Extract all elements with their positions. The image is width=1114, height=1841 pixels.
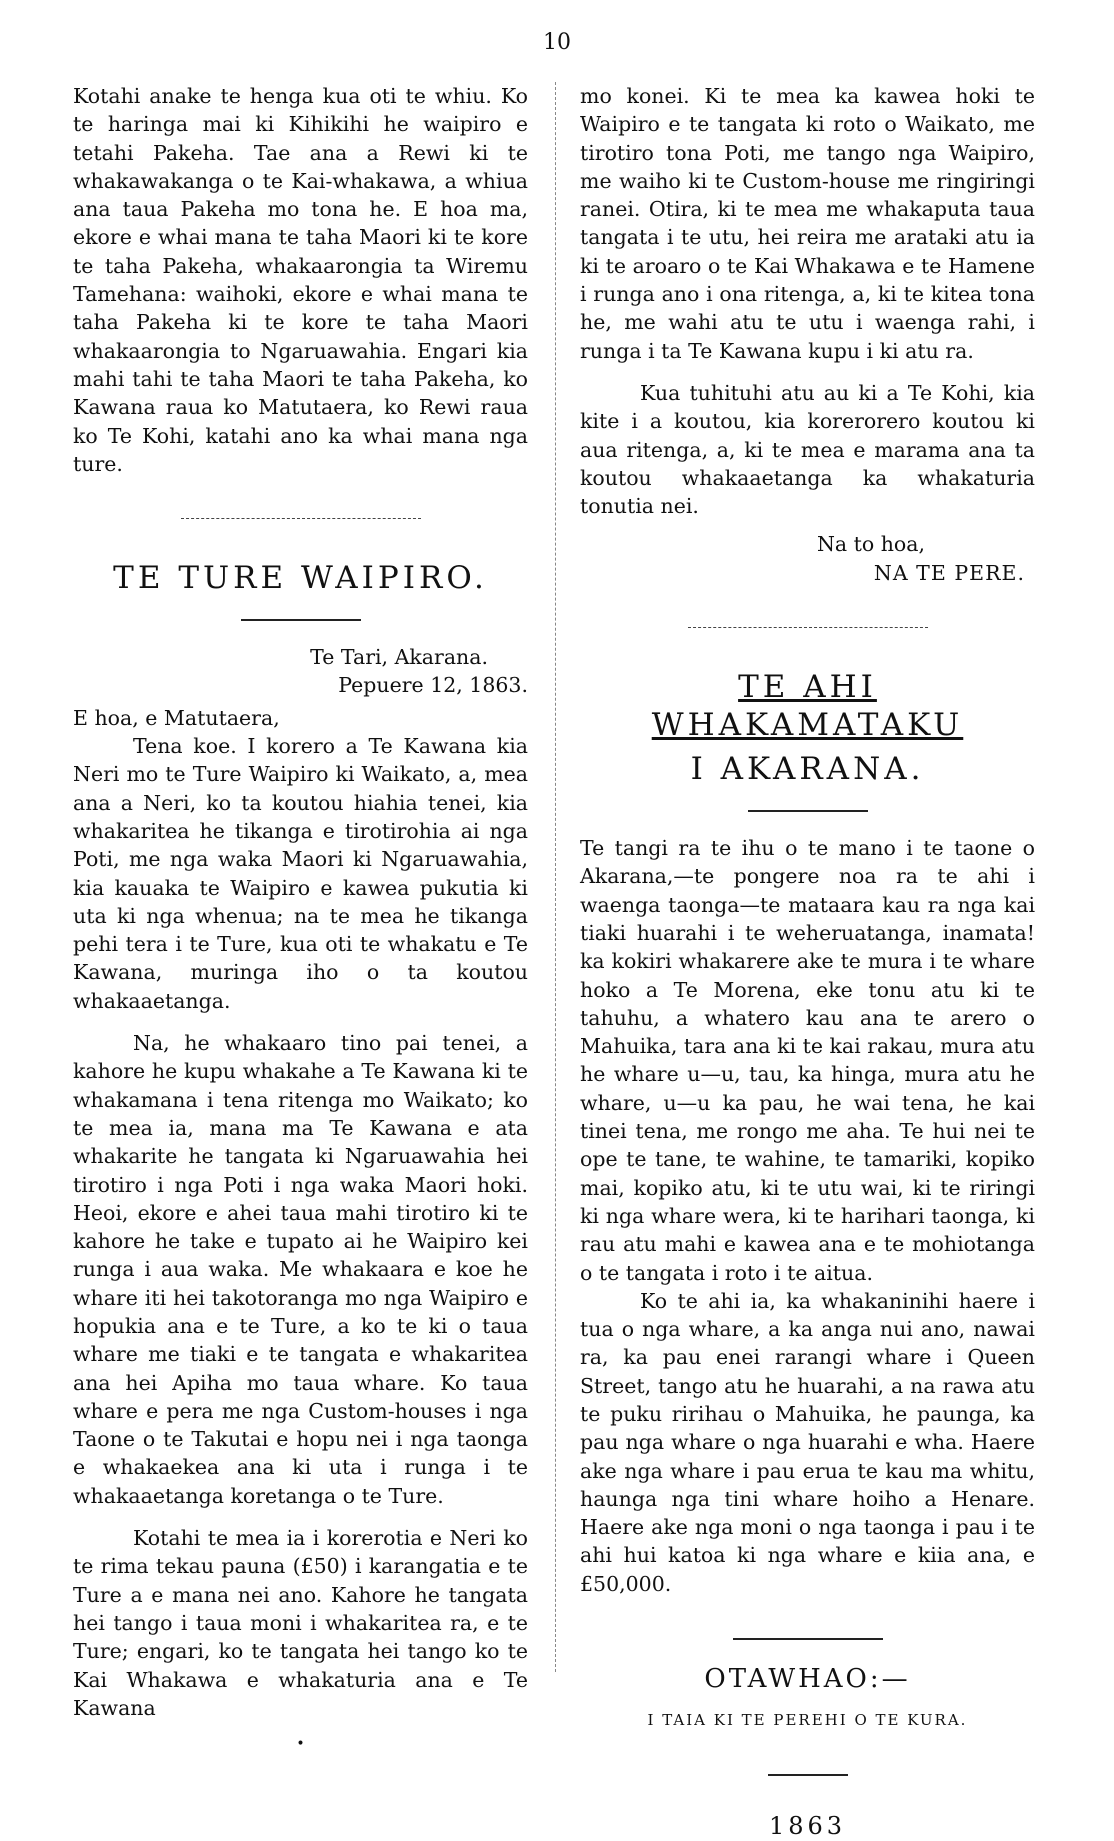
letter-paragraph: Tena koe. I korero a Te Kawana kia Neri mo te Ture Waipiro ki Waikato, a, mea ana a Neri, ko ta koutou hiahia tenei, kia whakaritea he tikanga e tirotirohia ai nga Poti, me nga waka Maori ki Ngaruawahia, kia kauaka te Waipiro e kawea pukutia ki uta ki nga whenua; na te mea he tikanga pehi tera i te Ture, kua oti te whakatu e Te Kawana, muringa iho o ta koutou whakaaetanga. [73, 734, 528, 1013]
section-heading: TE TURE WAIPIRO. [113, 560, 488, 597]
imprint-heading: OTAWHAO:— [704, 1664, 911, 1695]
heading-rule [241, 619, 361, 621]
heading-rule [748, 810, 868, 812]
dateline-date: Pepuere 12, 1863. [338, 673, 528, 698]
imprint-rule [768, 1774, 848, 1776]
page-number: 10 [543, 30, 571, 55]
bullet-mark: • [296, 1736, 305, 1753]
heading-line-1: TE AHI WHAKAMATAKU [651, 669, 964, 744]
section-divider [181, 518, 421, 519]
section-divider [733, 1638, 883, 1640]
article-paragraph: Kotahi anake te henga kua oti te whiu. Ko te haringa mai ki Kihikihi he waipiro e tetahi Pakeha. Tae ana a Rewi ki te whakawakanga o te Kai-whakawa, a whiua ana taua Pakeha mo tona he. E hoa ma, ekore e whai mana te taha Maori ki te kore te taha Pakeha, whakaarongia ta Wiremu Tamehana: waihoki, ekore e whai mana te taha Pakeha ki te kore te taha Maori whakaarongia to Ngaruawahia. Engari kia mahi tahi te taha Maori te taha Pakeha, ko Kawana raua ko Matutaera, ko Rewi raua ko Te Kohi, katahi ano ka whai mana nga ture. [73, 84, 528, 476]
letter-paragraph: mo konei. Ki te mea ka kawea hoki te Waipiro e te tangata ki roto o Waikato, me tirotiro tona Poti, me tango nga Waipiro, me waiho ki te Custom-house me ringiringi ranei. Otira, ki te mea me whakaputa taua tangata i te utu, hei reira me arataki atu ia ki te aroaro o te Kai Whakawa e te Hamene i runga ano i ona ritenga, a, ki te kitea tona he, me wahi atu te utu i waenga rahi, i runga i ta Te Kawana kupu i ki atu ra. [580, 84, 1035, 363]
left-column [73, 82, 528, 1758]
dateline-place: Te Tari, Akarana. [310, 645, 488, 670]
letter-paragraph: Kua tuhituhi atu au ki a Te Kohi, kia kite i a koutou, kia korerorero koutou ki aua ritenga, a, ki te mea e marama ana ta koutou whakaaetanga ka whakaturia tonutia nei. [580, 380, 1035, 519]
section-heading-line-2: I AKARANA. [690, 751, 925, 788]
article-paragraph: Te tangi ra te ihu o te mano i te taone o Akarana,—te pongere noa ra te ahi i waenga taonga—te mataara kau ra nga kai tiaki huarahi i te weheruatanga, inamata! ka kokiri whakarere ake te mura i te whare hoko a Te Morena, eke tonu atu ki te tahuhu, a whatero kau ana te arero o Mahuika, tara ana ki te kai rakau, mura atu he whare u—u, tau, ka hinga, mura atu he whare, u—u ka pau, he wai tena, he kai tinei tena, me rongo me aha. Te hui nei te ope te tane, te wahine, te tamariki, kopiko mai, kopiko atu, ki te utu wai, ki te riringi ki nga whare wera, ki te harihari taonga, ki rau atu mahi e kawea ana e te mohiotanga o te tangata i roto i te aitua. [580, 836, 1035, 1285]
letter-paragraph: Kotahi te mea ia i korerotia e Neri ko te rima tekau pauna (£50) i karangatia e te Ture a e mana nei ano. Kahore he tangata hei tango i taua moni i whakaritea ra, e te Ture; engari, ko te tangata hei tango ko te Kai Whakawa e whakaturia ana e Te Kawana [73, 1526, 528, 1720]
salutation: E hoa, e Matutaera, [73, 705, 280, 730]
article-paragraph: Ko te ahi ia, ka whakaninihi haere i tua o nga whare, a ka anga nui ano, nawai ra, ka pau enei rarangi whare i Queen Street, tango atu he huarahi, a na rawa atu te puku ririhau o Mahuika, he paunga, ka pau nga whare o nga huarahi e wha. Haere ake nga whare i pau erua te kau ma whitu, haunga nga tini whare hoiho a Henare. Haere ake nga moni o nga taonga i pau i te ahi hui katoa ki nga whare e kiia ana, e £50,000. [580, 1288, 1035, 1596]
imprint-subheading: I TAIA KI TE PEREHI O TE KURA. [647, 1711, 968, 1730]
imprint-year: 1863 [768, 1812, 847, 1841]
section-heading [580, 668, 1035, 744]
letter-signature: NA TE PERE. [873, 560, 1025, 585]
letter-signoff: Na to hoa, [816, 532, 925, 557]
section-divider [688, 627, 928, 628]
letter-paragraph: Na, he whakaaro tino pai tenei, a kahore he kupu whakahe a Te Kawana ki te whakamana i tena ritenga mo Waikato; ko te mea ia, mana ma Te Kawana e ata whakarite he tangata ki Ngaruawahia hei tirotiro i nga Poti i nga waka Maori hoki. Heoi, ekore e ahei taua mahi tirotiro ki te kahore he take e tupato ai he Waipiro kei runga i aua waka. Me whakaara e koe he whare iti hei takotoranga mo nga Waipiro e hopukia ana e te Ture, a ko te ki o taua whare me tiaki e te tangata e whakaritea ana hei Apiha mo taua whare. Ko taua whare e pera me nga Custom-houses i nga Taone o te Takutai e hopu nei i nga taonga e whakaekea ana ki uta i runga i te whakaaetanga koretanga o te Ture. [73, 1031, 528, 1508]
right-column [580, 82, 1035, 1841]
column-divider [555, 82, 556, 1672]
